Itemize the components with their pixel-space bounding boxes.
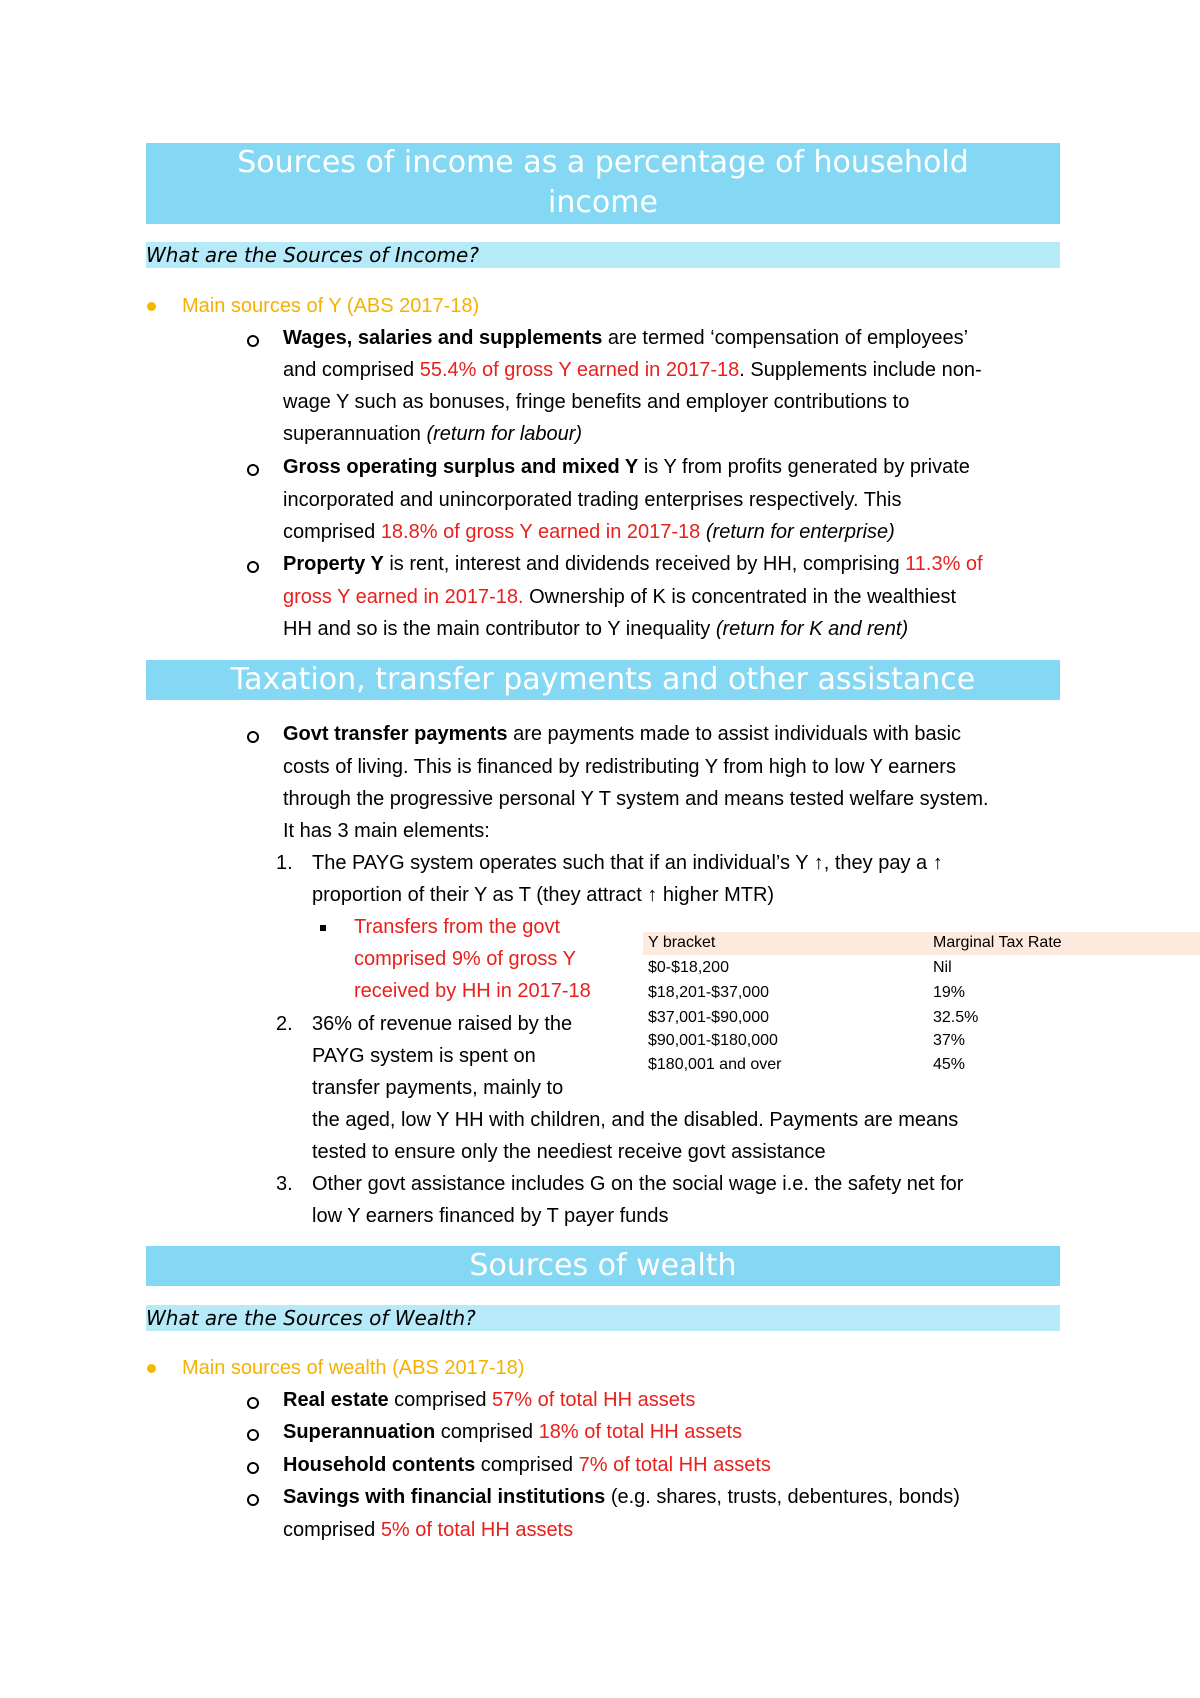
table-cell-bracket: $37,001-$90,000 — [648, 1009, 769, 1026]
item2-line-5: tested to ensure only the neediest receive govt assistance — [312, 1141, 826, 1163]
table-header-row — [643, 932, 1200, 955]
item2-line-1: 36% of revenue raised by the — [312, 1013, 573, 1035]
wealth-subheading: What are the Sources of Wealth? — [146, 1305, 1060, 1331]
property-line-2: gross Y earned in 2017-18. Ownership of K is concentrated in the wealthiest — [283, 586, 956, 608]
table-cell-rate: 19% — [933, 984, 966, 1001]
transfers-sub-line-1: Transfers from the govt — [354, 916, 560, 938]
list-number-2: 2. — [276, 1013, 293, 1035]
superannuation-line: Superannuation comprised 18% of total HH assets — [283, 1421, 743, 1443]
item2-line-2: PAYG system is spent on — [312, 1045, 536, 1067]
table-cell-rate: 45% — [933, 1056, 966, 1073]
transfer-line-2: costs of living. This is financed by redistributing Y from high to low Y earners — [283, 756, 956, 778]
wealth-main-heading: Main sources of wealth (ABS 2017-18) — [182, 1357, 525, 1379]
bullet-dot-icon — [147, 302, 156, 311]
gos-line-2: incorporated and unincorporated trading enterprises respectively. This — [283, 489, 902, 511]
gos-line-3: comprised 18.8% of gross Y earned in 2017-18 (return for enterprise) — [283, 521, 895, 543]
table-cell-rate: 32.5% — [933, 1009, 979, 1026]
income-banner-line2: income — [548, 185, 658, 220]
taxation-banner: Taxation, transfer payments and other assistance — [146, 660, 1060, 700]
table-row — [643, 957, 1200, 980]
item1-line-1: The PAYG system operates such that if an individual’s Y ↑, they pay a ↑ — [312, 852, 943, 874]
wages-line-2: and comprised 55.4% of gross Y earned in 2017-18. Supplements include non- — [283, 359, 982, 381]
wealth-banner: Sources of wealth — [146, 1246, 1060, 1286]
income-banner — [146, 143, 1060, 224]
item2-line-4: the aged, low Y HH with children, and the disabled. Payments are means — [312, 1109, 959, 1131]
bullet-circle-icon — [247, 1429, 259, 1441]
wages-line-3: wage Y such as bonuses, fringe benefits and employer contributions to — [283, 391, 910, 413]
item3-line-2: low Y earners financed by T payer funds — [312, 1205, 669, 1227]
bullet-circle-icon — [247, 1462, 259, 1474]
table-cell-bracket: $90,001-$180,000 — [648, 1032, 778, 1049]
wages-line-1: Wages, salaries and supplements are termed ‘compensation of employees’ — [283, 327, 969, 349]
bullet-circle-icon — [247, 731, 259, 743]
transfer-line-4: It has 3 main elements: — [283, 820, 490, 842]
property-line-3: HH and so is the main contributor to Y inequality (return for K and rent) — [283, 618, 909, 640]
gos-line-1: Gross operating surplus and mixed Y is Y from profits generated by private — [283, 456, 970, 478]
transfer-line-1: Govt transfer payments are payments made to assist individuals with basic — [283, 723, 962, 745]
item1-line-2: proportion of their Y as T (they attract ↑ higher MTR) — [312, 884, 775, 906]
bullet-circle-icon — [247, 561, 259, 573]
table-header-bracket: Y bracket — [648, 934, 716, 951]
transfers-sub-line-3: received by HH in 2017-18 — [354, 980, 591, 1002]
wages-line-4: superannuation (return for labour) — [283, 423, 583, 445]
savings-line-2: comprised 5% of total HH assets — [283, 1519, 574, 1541]
list-number-3: 3. — [276, 1173, 293, 1195]
income-main-heading: Main sources of Y (ABS 2017-18) — [182, 295, 480, 317]
bullet-dot-icon — [147, 1364, 156, 1373]
property-line-1: Property Y is rent, interest and dividends received by HH, comprising 11.3% of — [283, 553, 983, 575]
transfers-sub-line-2: comprised 9% of gross Y — [354, 948, 576, 970]
bullet-circle-icon — [247, 335, 259, 347]
transfer-line-3: through the progressive personal Y T system and means tested welfare system. — [283, 788, 989, 810]
list-number-1: 1. — [276, 852, 293, 874]
table-row — [643, 1007, 1200, 1030]
item2-line-3: transfer payments, mainly to — [312, 1077, 564, 1099]
bullet-square-icon — [320, 925, 326, 931]
table-row — [643, 1054, 1200, 1077]
item3-line-1: Other govt assistance includes G on the social wage i.e. the safety net for — [312, 1173, 964, 1195]
table-cell-bracket: $0-$18,200 — [648, 959, 729, 976]
table-header-rate: Marginal Tax Rate — [933, 934, 1062, 951]
table-cell-bracket: $180,001 and over — [648, 1056, 782, 1073]
table-cell-rate: Nil — [933, 959, 952, 976]
bullet-circle-icon — [247, 1397, 259, 1409]
table-row — [643, 1030, 1200, 1053]
savings-line-1: Savings with financial institutions (e.g. shares, trusts, debentures, bonds) — [283, 1486, 960, 1508]
bullet-circle-icon — [247, 464, 259, 476]
real-estate-line: Real estate comprised 57% of total HH assets — [283, 1389, 696, 1411]
table-cell-bracket: $18,201-$37,000 — [648, 984, 769, 1001]
household-contents-line: Household contents comprised 7% of total HH assets — [283, 1454, 771, 1476]
income-subheading: What are the Sources of Income? — [146, 242, 1060, 268]
table-cell-rate: 37% — [933, 1032, 966, 1049]
table-row — [643, 982, 1200, 1005]
income-banner-line1: Sources of income as a percentage of household — [237, 145, 969, 180]
bullet-circle-icon — [247, 1494, 259, 1506]
